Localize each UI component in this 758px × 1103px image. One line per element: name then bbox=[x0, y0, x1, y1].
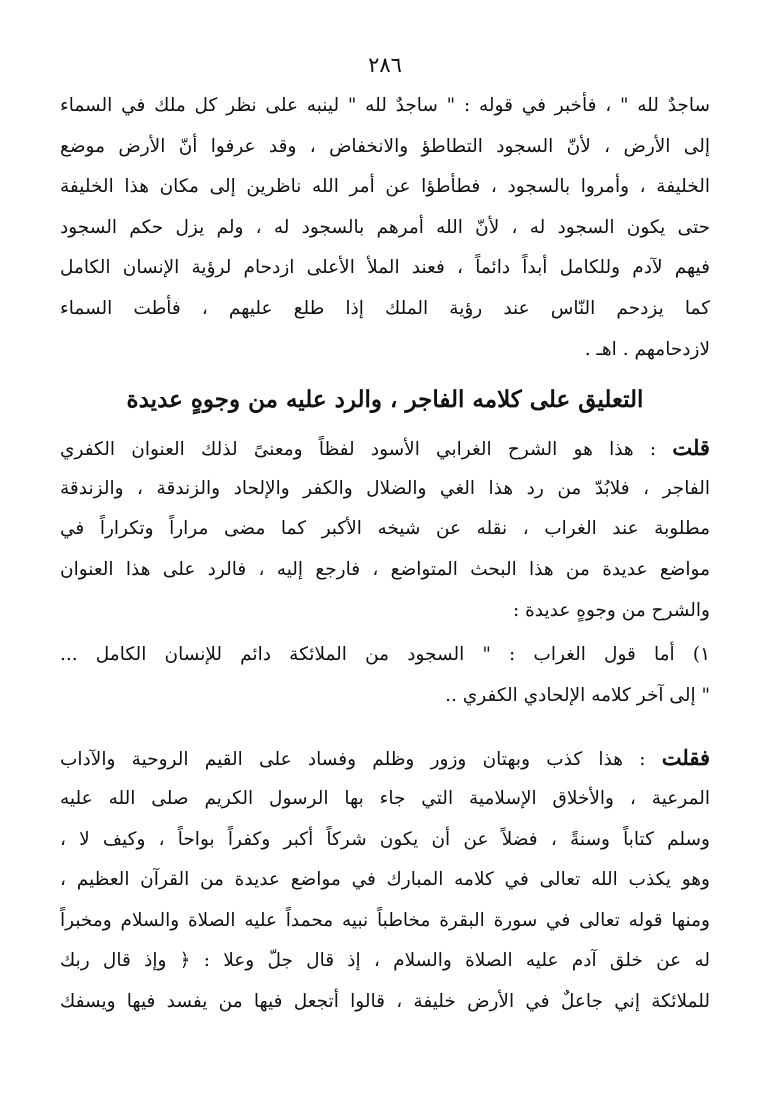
text-line: والشرح من وجوهٍ عديدة : bbox=[512, 599, 710, 621]
paragraph-commentary bbox=[60, 428, 710, 631]
text-line: " إلى آخر كلامه الإلحادي الكفري .. bbox=[445, 684, 710, 706]
point-one bbox=[60, 635, 710, 716]
text-line: إلى الأرض ، لأنّ السجود التطاطؤ والانخفاض ، وقد عرفوا أنّ الأرض موضع bbox=[60, 135, 710, 157]
text-line: مواضع عديدة من هذا البحث المتواضع ، فارجع إليه ، فالرد على هذا العنوان bbox=[60, 558, 710, 580]
line-text: : هذا هو الشرح الغرابي الأسود لفظاً ومعنىً لذلك العنوان الكفري bbox=[60, 439, 657, 461]
text-line: له عن خلق آدم عليه الصلاة والسلام ، إذ قال جلّ وعلا : ﴿ وإذ قال ربك bbox=[60, 950, 710, 972]
paragraph-rebuttal bbox=[60, 738, 710, 1022]
text-line: فيهم لآدم وللكامل أبداً دائماً ، فعند الملأ الأعلى ازدحام لرؤية الإنسان الكامل bbox=[60, 257, 710, 279]
text-line: الفاجر ، فلابُدّ من رد هذا الغي والضلال والكفر والإلحاد والزندقة ، والزندقة bbox=[60, 477, 710, 499]
text-line: كما يزدحم النّاس عند رؤية الملك إذا طلع عليهم ، فأطت السماء bbox=[60, 297, 710, 319]
text-line: للملائكة إني جاعلٌ في الأرض خليفة ، قالوا أتجعل فيها من يفسد فيها ويسفك bbox=[60, 990, 710, 1012]
page-number: ٢٨٦ bbox=[368, 53, 402, 77]
text-line: وسلم كتاباً وسنةً ، فضلاً عن أن يكون شركاً أكبر وكفراً بواحاً ، وكيف لا ، bbox=[60, 828, 710, 850]
text-line: وهو يكذب الله تعالى في كلامه المبارك في مواضع عديدة من القرآن العظيم ، bbox=[60, 869, 710, 891]
text-line: ١) أما قول الغراب : " السجود من الملائكة دائم للإنسان الكامل ... bbox=[60, 644, 710, 666]
section-heading: التعليق على كلامه الفاجر ، والرد عليه من وجوهٍ عديدة bbox=[126, 386, 644, 414]
lead-word: قلت bbox=[672, 435, 710, 461]
text-line: لازدحامهم . اهـ . bbox=[584, 338, 710, 360]
text-line: ساجدٌ لله " ، فأخبر في قوله : " ساجدٌ لله " لينبه على نظر كل ملك في السماء bbox=[60, 95, 710, 116]
paragraph-quote bbox=[60, 86, 710, 370]
text-line: المرعية ، والأخلاق الإسلامية التي جاء بها الرسول الكريم صلى الله عليه bbox=[60, 787, 710, 809]
spacer bbox=[60, 716, 710, 738]
text-line bbox=[60, 738, 710, 779]
text-line: حتى يكون السجود له ، لأنّ الله أمرهم بالسجود له ، ولم يزل حكم السجود bbox=[60, 216, 710, 238]
lead-word: فقلت bbox=[661, 745, 710, 771]
text-line bbox=[60, 428, 710, 469]
text-line: ومنها قوله تعالى في سورة البقرة مخاطباً نبيه محمداً عليه الصلاة والسلام ومخبراً bbox=[60, 909, 710, 931]
text-line: الخليفة ، وأمروا بالسجود ، فطأطؤا عن أمر الله ناظرين إلى مكان هذا الخليفة bbox=[60, 176, 710, 198]
line-text: : هذا كذب وبهتان وزور وظلم وفساد على القيم الروحية والآداب bbox=[60, 749, 646, 771]
text-line: مطلوبة عند الغراب ، نقله عن شيخه الأكبر كما مضى مراراً وتكراراً في bbox=[60, 518, 710, 540]
